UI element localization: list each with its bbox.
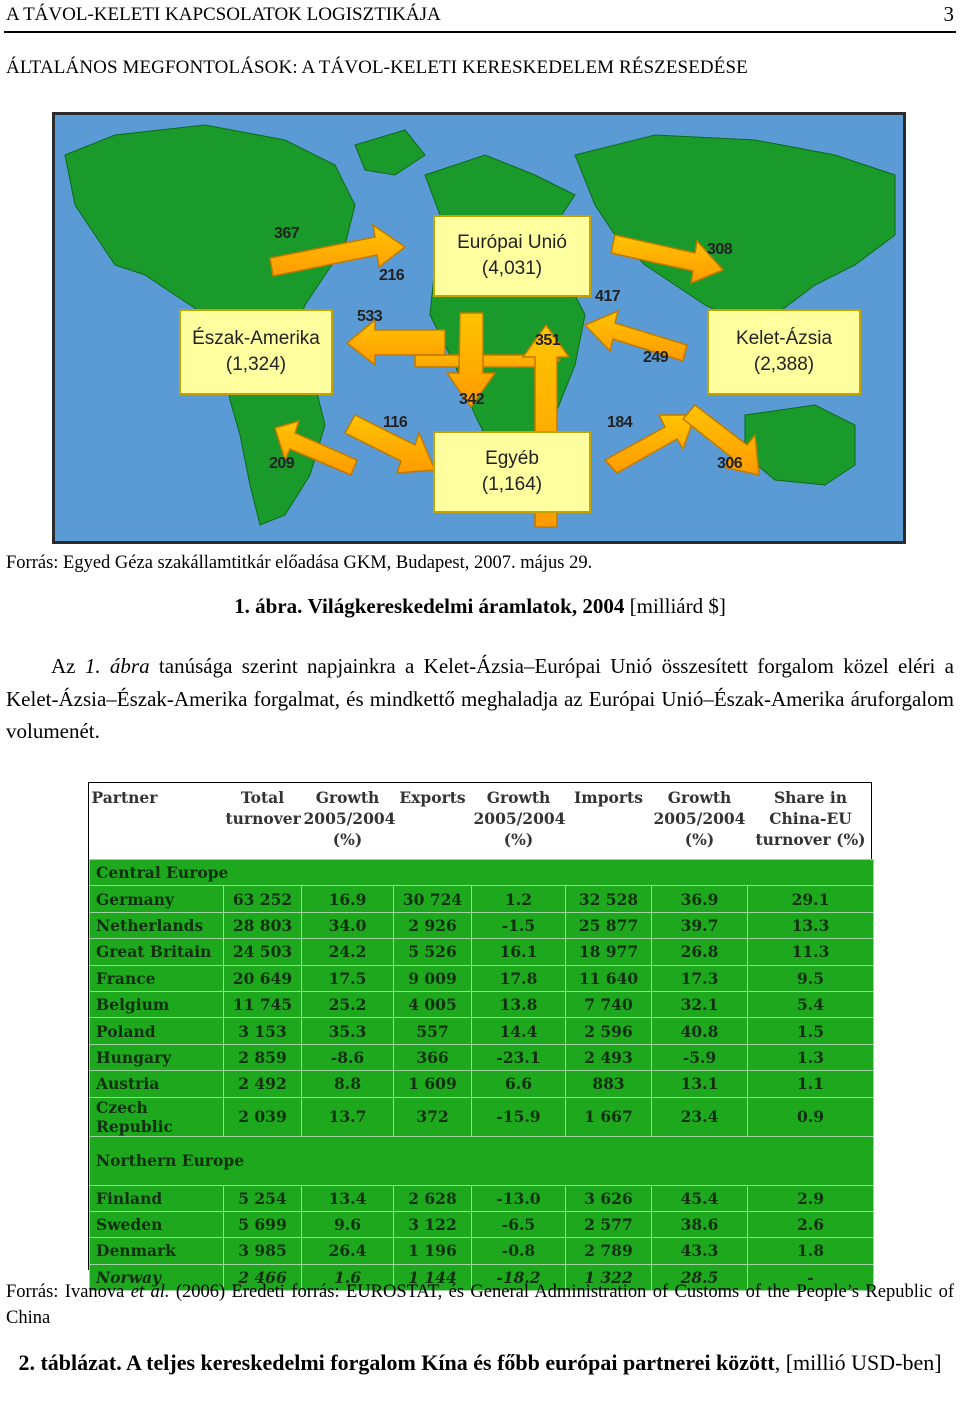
table-source-text: (2006) Eredeti forrás: EUROSTAT, és General Administration of Customs of the People’s Republic of China <box>6 1282 954 1328</box>
value-cell: 5 254 <box>224 1185 302 1211</box>
value-cell: - <box>748 1264 874 1290</box>
table-row <box>90 1071 874 1097</box>
column-header: Total turnover <box>225 788 301 828</box>
region-box-other <box>433 431 591 513</box>
value-cell: 13.8 <box>472 991 566 1017</box>
partner-cell: Netherlands <box>90 912 224 938</box>
table-row <box>90 1211 874 1237</box>
value-cell: 1.1 <box>748 1071 874 1097</box>
value-cell: -5.9 <box>652 1044 748 1070</box>
value-cell: 1 667 <box>566 1097 652 1136</box>
page-header <box>6 2 954 30</box>
value-cell: 2 628 <box>394 1185 472 1211</box>
value-cell: 3 985 <box>224 1238 302 1264</box>
value-cell: 2.6 <box>748 1211 874 1237</box>
value-cell: 2 493 <box>566 1044 652 1070</box>
partner-cell: Sweden <box>90 1211 224 1237</box>
value-cell: 32 528 <box>566 886 652 912</box>
value-cell: 2.9 <box>748 1185 874 1211</box>
value-cell: 13.3 <box>748 912 874 938</box>
value-cell: 25 877 <box>566 912 652 938</box>
value-cell: -0.8 <box>472 1238 566 1264</box>
flow-value: 184 <box>607 414 633 431</box>
flow-value: 216 <box>379 267 405 284</box>
value-cell: 5 526 <box>394 939 472 965</box>
flow-value: 351 <box>535 332 561 349</box>
value-cell: 9 009 <box>394 965 472 991</box>
table-row <box>90 991 874 1017</box>
value-cell: 1.3 <box>748 1044 874 1070</box>
value-cell: 16.9 <box>302 886 394 912</box>
value-cell: 2 492 <box>224 1071 302 1097</box>
section-title: ÁLTALÁNOS MEGFONTOLÁSOK: A TÁVOL-KELETI KERESKEDELEM RÉSZESEDÉSE <box>6 57 748 78</box>
paragraph-text: Az <box>51 654 85 678</box>
value-cell: 1 609 <box>394 1071 472 1097</box>
column-header: Growth 2005/2004 (%) <box>473 788 566 849</box>
value-cell: 63 252 <box>224 886 302 912</box>
value-cell: 35.3 <box>302 1018 394 1044</box>
value-cell: 17.5 <box>302 965 394 991</box>
partner-cell: Hungary <box>90 1044 224 1070</box>
figure-caption-number: 1. ábra. <box>234 594 303 618</box>
value-cell: 45.4 <box>652 1185 748 1211</box>
value-cell: 28.5 <box>652 1264 748 1290</box>
table-header-row <box>90 783 874 860</box>
region-value: (2,388) <box>753 354 815 375</box>
value-cell: 6.6 <box>472 1071 566 1097</box>
value-cell: 9.6 <box>302 1211 394 1237</box>
value-cell: 1.5 <box>748 1018 874 1044</box>
value-cell: 4 005 <box>394 991 472 1017</box>
flow-value: 306 <box>717 455 743 472</box>
region-name: Kelet-Ázsia <box>735 328 833 349</box>
value-cell: 23.4 <box>652 1097 748 1136</box>
group-row-central-europe <box>90 860 874 886</box>
value-cell: 2 577 <box>566 1211 652 1237</box>
running-title: A TÁVOL-KELETI KAPCSOLATOK LOGISZTIKÁJA <box>6 4 441 25</box>
column-header: Imports <box>574 788 643 807</box>
flow-value: 209 <box>269 455 295 472</box>
value-cell: 1 144 <box>394 1264 472 1290</box>
value-cell: -18.2 <box>472 1264 566 1290</box>
value-cell: 0.9 <box>748 1097 874 1136</box>
table-row <box>90 965 874 991</box>
column-header: Partner <box>91 788 158 807</box>
region-value: (1,164) <box>481 474 543 495</box>
table-row <box>90 1238 874 1264</box>
value-cell: 8.8 <box>302 1071 394 1097</box>
flow-value: 308 <box>707 241 733 258</box>
value-cell: 16.1 <box>472 939 566 965</box>
region-value: (4,031) <box>481 258 543 279</box>
figure-source: Forrás: Egyed Géza szakállamtitkár előadása GKM, Budapest, 2007. május 29. <box>6 553 593 573</box>
value-cell: 2 466 <box>224 1264 302 1290</box>
page-number: 3 <box>943 2 954 26</box>
group-row-northern-europe <box>90 1136 874 1185</box>
value-cell: -6.5 <box>472 1211 566 1237</box>
trade-table <box>88 782 872 1287</box>
table-source-text: Forrás: Ivanova <box>6 1282 131 1302</box>
value-cell: 1 196 <box>394 1238 472 1264</box>
value-cell: 7 740 <box>566 991 652 1017</box>
table-source <box>6 1279 954 1331</box>
value-cell: 24.2 <box>302 939 394 965</box>
flow-value: 249 <box>643 349 669 366</box>
column-header: Share in China-EU turnover (%) <box>755 788 866 849</box>
flow-value: 342 <box>459 391 485 408</box>
table-row <box>90 1185 874 1211</box>
value-cell: 13.7 <box>302 1097 394 1136</box>
table-row <box>90 939 874 965</box>
value-cell: 11 640 <box>566 965 652 991</box>
value-cell: 2 926 <box>394 912 472 938</box>
value-cell: 38.6 <box>652 1211 748 1237</box>
table-row <box>90 912 874 938</box>
region-value: (1,324) <box>225 354 287 375</box>
value-cell: 1.8 <box>748 1238 874 1264</box>
value-cell: 557 <box>394 1018 472 1044</box>
column-header: Growth 2005/2004 (%) <box>653 788 746 849</box>
value-cell: 43.3 <box>652 1238 748 1264</box>
value-cell: 40.8 <box>652 1018 748 1044</box>
flow-value: 116 <box>383 414 408 431</box>
value-cell: 5.4 <box>748 991 874 1017</box>
value-cell: 1.6 <box>302 1264 394 1290</box>
column-header: Growth 2005/2004 (%) <box>303 788 396 849</box>
value-cell: 1.2 <box>472 886 566 912</box>
value-cell: 28 803 <box>224 912 302 938</box>
value-cell: 25.2 <box>302 991 394 1017</box>
header-rule <box>4 31 956 33</box>
value-cell: 39.7 <box>652 912 748 938</box>
partner-cell: Denmark <box>90 1238 224 1264</box>
partner-cell: Poland <box>90 1018 224 1044</box>
value-cell: 3 122 <box>394 1211 472 1237</box>
table-caption-unit: , [millió USD-ben] <box>774 1350 942 1375</box>
value-cell: 24 503 <box>224 939 302 965</box>
region-box-east-asia <box>707 309 861 395</box>
value-cell: 1 322 <box>566 1264 652 1290</box>
value-cell: -15.9 <box>472 1097 566 1136</box>
partner-cell: Belgium <box>90 991 224 1017</box>
value-cell: 26.8 <box>652 939 748 965</box>
region-box-eu <box>433 215 591 297</box>
value-cell: 20 649 <box>224 965 302 991</box>
paragraph-text: tanúsága szerint napjainkra a Kelet-Ázsia–Európai Unió összesített forgalom közel eléri a Kelet-Ázsia–Észak-Amerika forgalmat, és mindkettő meghaladja az Európai Unió–Észak-Amerika áruforgalom volumenét. <box>6 654 954 743</box>
value-cell: 2 596 <box>566 1018 652 1044</box>
table-source-etal: et al. <box>130 1282 170 1302</box>
value-cell: 9.5 <box>748 965 874 991</box>
trade-flow-map <box>52 112 906 544</box>
value-cell: 883 <box>566 1071 652 1097</box>
flow-arrow-ea-eu <box>585 311 687 361</box>
column-header: Exports <box>399 788 466 807</box>
partner-cell: Germany <box>90 886 224 912</box>
group-label: Central Europe <box>90 860 874 886</box>
group-label: Northern Europe <box>90 1136 874 1185</box>
region-box-north-america <box>179 309 333 395</box>
value-cell: 18 977 <box>566 939 652 965</box>
table-caption-title: 2. táblázat. A teljes kereskedelmi forgalom Kína és főbb európai partnerei között <box>18 1350 775 1375</box>
value-cell: 36.9 <box>652 886 748 912</box>
value-cell: 3 626 <box>566 1185 652 1211</box>
table-row <box>90 1018 874 1044</box>
region-name: Egyéb <box>485 448 539 469</box>
flow-value: 367 <box>274 225 300 242</box>
value-cell: 2 859 <box>224 1044 302 1070</box>
value-cell: -13.0 <box>472 1185 566 1211</box>
value-cell: 5 699 <box>224 1211 302 1237</box>
value-cell: 17.8 <box>472 965 566 991</box>
partner-cell: Great Britain <box>90 939 224 965</box>
region-name: Észak-Amerika <box>192 328 320 349</box>
value-cell: 11.3 <box>748 939 874 965</box>
flow-value: 533 <box>357 308 383 325</box>
value-cell: 17.3 <box>652 965 748 991</box>
value-cell: 372 <box>394 1097 472 1136</box>
value-cell: 3 153 <box>224 1018 302 1044</box>
value-cell: 13.1 <box>652 1071 748 1097</box>
value-cell: 29.1 <box>748 886 874 912</box>
table-row <box>90 1097 874 1136</box>
figure-caption-unit: [milliárd $] <box>629 594 726 618</box>
figure-reference: 1. ábra <box>84 654 150 678</box>
table-row <box>90 1044 874 1070</box>
value-cell: 26.4 <box>302 1238 394 1264</box>
body-paragraph <box>6 650 954 748</box>
flow-value: 417 <box>595 288 621 305</box>
value-cell: 11 745 <box>224 991 302 1017</box>
table-row <box>90 886 874 912</box>
value-cell: 2 789 <box>566 1238 652 1264</box>
value-cell: -1.5 <box>472 912 566 938</box>
value-cell: 34.0 <box>302 912 394 938</box>
partner-cell: Czech Republic <box>90 1097 224 1136</box>
partner-cell: Finland <box>90 1185 224 1211</box>
value-cell: 366 <box>394 1044 472 1070</box>
table-caption <box>0 1347 960 1379</box>
partner-cell: Norway <box>90 1264 224 1290</box>
partner-cell: France <box>90 965 224 991</box>
region-name: Európai Unió <box>457 232 567 253</box>
value-cell: 14.4 <box>472 1018 566 1044</box>
partner-cell: Austria <box>90 1071 224 1097</box>
value-cell: -23.1 <box>472 1044 566 1070</box>
value-cell: 30 724 <box>394 886 472 912</box>
figure-caption-title: Világkereskedelmi áramlatok, 2004 <box>307 594 625 618</box>
value-cell: 2 039 <box>224 1097 302 1136</box>
value-cell: 13.4 <box>302 1185 394 1211</box>
figure-caption <box>0 594 960 619</box>
value-cell: 32.1 <box>652 991 748 1017</box>
value-cell: -8.6 <box>302 1044 394 1070</box>
